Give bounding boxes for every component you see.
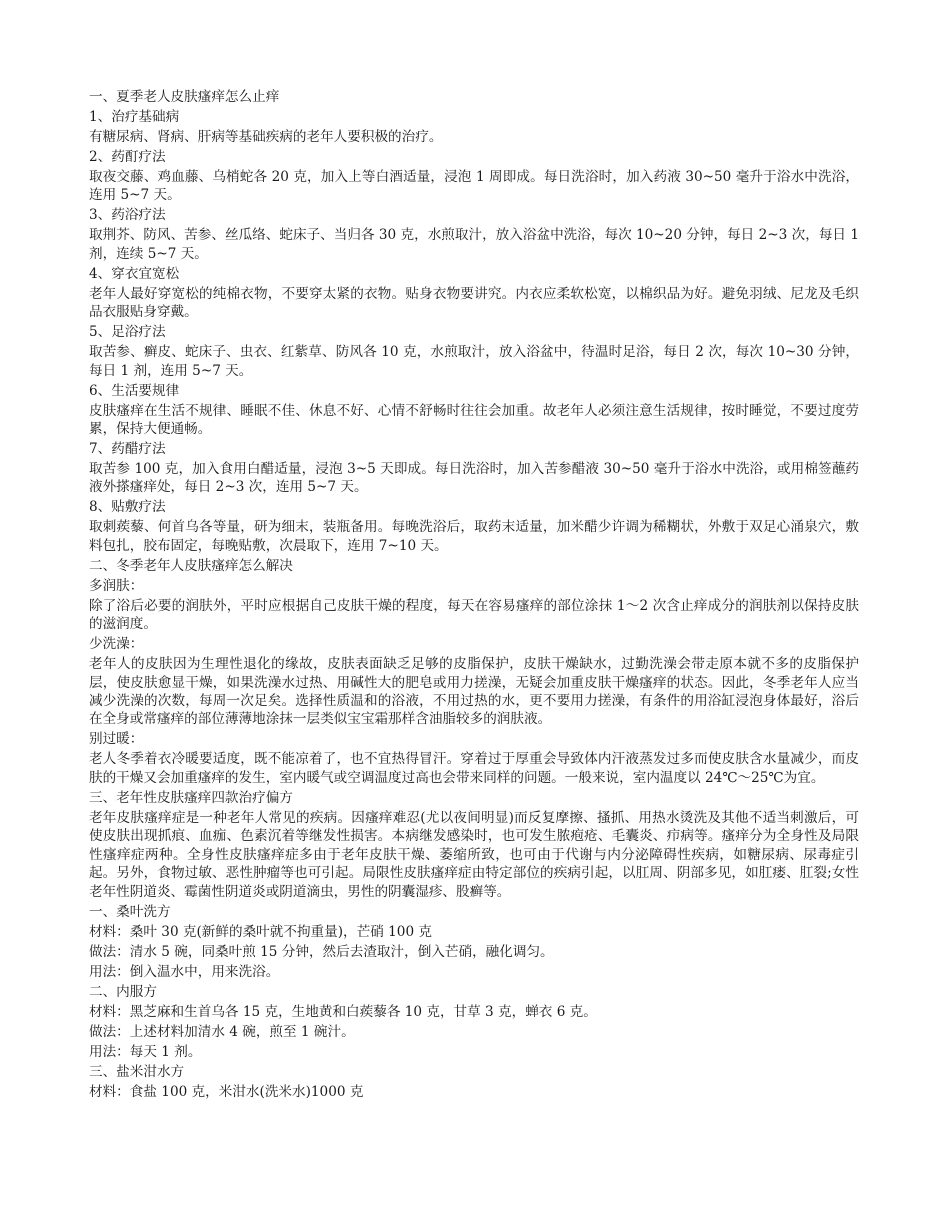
paragraph-regular-life: 皮肤瘙痒在生活不规律、睡眠不佳、休息不好、心情不舒畅时往往会加重。故老年人必须注意生活规律，按时睡觉，不要过度劳累，保持大便通畅。: [89, 402, 859, 438]
oral-usage: 用法：每天 1 剂。: [89, 1043, 202, 1060]
subheading-not-too-warm: 别过暖：: [89, 731, 144, 748]
subheading-treat-underlying: 1、治疗基础病: [89, 109, 180, 125]
document-body: [89, 88, 859, 1103]
paragraph-vinegar: 取苦参 100 克，加入食用白醋适量，浸泡 3~5 天即成。每日洗浴时，加入苦参醋液 30~50 毫升于浴水中洗浴，或用棉签蘸药液外搽瘙痒处，每日 2~3 次，连用 5~7 天。: [89, 461, 859, 496]
subheading-regular-life: 6、生活要规律: [89, 382, 180, 399]
subheading-herbal-bath: 3、药浴疗法: [89, 207, 166, 224]
subheading-foot-bath: 5、足浴疗法: [89, 324, 166, 341]
paragraph-bathe-less: 老年人的皮肤因为生理性退化的缘故，皮肤表面缺乏足够的皮脂保护，皮肤干燥缺水，过勤洗澡会带走原本就不多的皮脂保护层，使皮肤愈显干燥，如果洗澡水过热、用碱性大的肥皂或用力搓澡，无疑会加重皮肤干燥瘙痒的状态。因此，冬季老年人应当减少洗澡的次数，每周一次足矣。选择性质温和的浴液，不用过热的水，更不要用力搓澡，有条件的用浴缸浸泡身体最好，浴后在全身或常瘙痒的部位薄薄地涂抹一层类似宝宝霜那样含油脂较多的润肤液。: [89, 656, 859, 728]
subheading-moisturize: 多润肤：: [89, 577, 144, 594]
mulberry-method: 做法：清水 5 碗，同桑叶煎 15 分钟，然后去渣取汁，倒入芒硝，融化调匀。: [89, 943, 554, 960]
subheading-vinegar: 7、药醋疗法: [89, 441, 166, 458]
paragraph-moisturize: 除了浴后必要的润肤外，平时应根据自己皮肤干燥的程度，每天在容易瘙痒的部位涂抹 1～2 次含止痒成分的润肤剂以保持皮肤的滋润度。: [89, 597, 859, 633]
subheading-tincture: 2、药酊疗法: [89, 149, 166, 165]
paragraph-pruritus-overview: 老年皮肤瘙痒症是一种老年人常见的疾病。因瘙痒难忍(尤以夜间明显)而反复摩擦、搔抓、用热水烫洗及其他不适当刺激后，可使皮肤出现抓痕、血痂、色素沉着等继发性损害。本病继发感染时，也可发生脓疱疮、毛囊炎、疖病等。瘙痒分为全身性及局限性瘙痒症两种。全身性皮肤瘙痒症多由于老年皮肤干燥、萎缩所致，也可由于代谢与内分泌障碍性疾病，如糖尿病、尿毒症引起。另外，食物过敏、恶性肿瘤等也可引起。局限性皮肤瘙痒症由特定部位的疾病引起，以肛周、阴部多见，如肛瘘、肛裂;女性老年性阴道炎、霉菌性阴道炎或阴道滴虫，男性的阴囊湿疹、股癣等。: [89, 809, 859, 900]
paragraph-herbal-bath: 取荆芥、防风、苦参、丝瓜络、蛇床子、当归各 30 克，水煎取汁，放入浴盆中洗浴，每次 10~20 分钟，每日 2~3 次，每日 1 剂，连续 5~7 天。: [89, 227, 859, 262]
paragraph-foot-bath: 取苦参、癣皮、蛇床子、虫衣、红紫草、防风各 10 克，水煎取汁，放入浴盆中，待温时足浴，每日 2 次，每次 10~30 分钟，每日 1 剂，连用 5~7 天。: [89, 344, 859, 379]
mulberry-usage: 用法：倒入温水中，用来洗浴。: [89, 963, 280, 980]
heading-winter-itch: 二、冬季老年人皮肤瘙痒怎么解决: [89, 557, 293, 574]
paragraph-poultice: 取刺蒺藜、何首乌各等量，研为细末，装瓶备用。每晚洗浴后，取药末适量，加米醋少许调为稀糊状，外敷于双足心涌泉穴，敷料包扎，胶布固定，每晚贴敷，次晨取下，连用 7~10 天。: [89, 519, 859, 554]
subheading-salt-rice-water: 三、盐米泔水方: [89, 1063, 185, 1080]
heading-four-remedies: 三、老年性皮肤瘙痒四款治疗偏方: [89, 789, 293, 806]
paragraph-treat-underlying: 有糖尿病、肾病、肝病等基础疾病的老年人要积极的治疗。: [89, 129, 443, 145]
subheading-bathe-less: 少洗澡：: [89, 636, 144, 653]
subheading-poultice: 8、贴敷疗法: [89, 499, 166, 516]
heading-summer-itch: 一、夏季老人皮肤瘙痒怎么止痒: [89, 89, 280, 105]
paragraph-not-too-warm: 老人冬季着衣冷暖要适度，既不能凉着了，也不宜热得冒汗。穿着过于厚重会导致体内汗液蒸发过多而使皮肤含水量减少，而皮肤的干燥又会加重瘙痒的发生，室内暖气或空调温度过高也会带来同样的问题。一般来说，室内温度以 24℃～25℃为宜。: [89, 751, 859, 786]
subheading-oral-remedy: 二、内服方: [89, 983, 157, 1000]
oral-method: 做法：上述材料加清水 4 碗，煎至 1 碗汁。: [89, 1023, 355, 1040]
subheading-loose-clothing: 4、穿衣宜宽松: [89, 265, 180, 282]
paragraph-loose-clothing: 老年人最好穿宽松的纯棉衣物，不要穿太紧的衣物。贴身衣物要讲究。内衣应柔软松宽，以棉织品为好。避免羽绒、尼龙及毛织品衣服贴身穿戴。: [89, 285, 859, 321]
oral-materials: 材料：黑芝麻和生首乌各 15 克，生地黄和白蒺藜各 10 克，甘草 3 克，蝉衣 6 克。: [89, 1003, 597, 1020]
salt-rice-materials: 材料：食盐 100 克，米泔水(洗米水)1000 克: [89, 1083, 364, 1100]
subheading-mulberry-wash: 一、桑叶洗方: [89, 903, 171, 920]
paragraph-tincture: 取夜交藤、鸡血藤、乌梢蛇各 20 克，加入上等白酒适量，浸泡 1 周即成。每日洗浴时，加入药液 30~50 毫升于浴水中洗浴，连用 5~7 天。: [89, 169, 859, 204]
mulberry-materials: 材料：桑叶 30 克(新鲜的桑叶就不拘重量)，芒硝 100 克: [89, 923, 433, 940]
